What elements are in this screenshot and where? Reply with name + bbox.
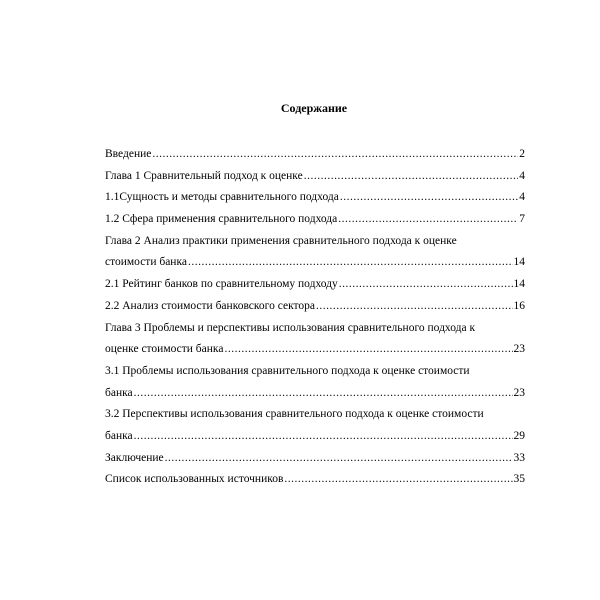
toc-entry-introduction <box>105 144 525 166</box>
toc-entry-page: 33 <box>513 451 525 464</box>
toc-entry-label: 2.1 Рейтинг банков по сравнительному подходу <box>105 278 338 291</box>
toc-entry-section-1-1 <box>105 187 525 209</box>
toc-entry-page: 29 <box>513 429 525 442</box>
toc-leader-dots <box>224 339 512 361</box>
toc-entry-label: 2.2 Анализ стоимости банковского сектора <box>105 299 315 312</box>
toc-entry-page: 23 <box>513 343 525 356</box>
toc-entry-page: 7 <box>519 213 525 226</box>
toc-leader-dots <box>338 209 518 231</box>
toc-entry-label: Введение <box>105 148 152 160</box>
toc-entry-page: 16 <box>513 299 525 312</box>
toc-entry-section-3-1-first-line: 3.1 Проблемы использования сравнительного подхода к оценке стоимости <box>105 364 470 377</box>
toc-entry-page: 14 <box>513 278 525 291</box>
toc-entry-section-3-2 <box>105 426 525 448</box>
toc-entry-section-1-2 <box>105 209 525 231</box>
toc-entry-label: оценке стоимости банка <box>105 343 224 356</box>
toc-entry-section-3-2-first-line: 3.2 Перспективы использования сравнительного подхода к оценке стоимости <box>105 408 484 421</box>
toc-entry-chapter-2 <box>105 252 525 274</box>
toc-leader-dots <box>304 166 519 188</box>
toc-entry-section-2-1 <box>105 274 525 296</box>
toc-leader-dots <box>134 426 513 448</box>
toc-entry-page: 23 <box>513 386 525 399</box>
toc-entry-label: 1.1Сущность и методы сравнительного подхода <box>105 191 339 204</box>
toc-entry-label: Заключение <box>105 451 164 464</box>
toc-entry-conclusion <box>105 448 525 470</box>
toc-entry-references <box>105 469 525 491</box>
toc-entry-page: 2 <box>519 148 525 160</box>
toc-entry-chapter-3-first-line: Глава 3 Проблемы и перспективы использования сравнительного подхода к <box>105 321 476 334</box>
toc-entry-label: стоимости банка <box>105 256 187 269</box>
toc-leader-dots <box>165 448 513 470</box>
toc-leader-dots <box>316 296 513 318</box>
toc-entry-label: банка <box>105 386 133 399</box>
toc-entry-page: 4 <box>519 191 525 204</box>
toc-leader-dots <box>339 274 513 296</box>
toc-entry-chapter-1 <box>105 166 525 188</box>
toc-leader-dots <box>340 187 518 209</box>
toc-entry-chapter-2-first-line: Глава 2 Анализ практики применения сравнительного подхода к оценке <box>105 234 457 247</box>
page-title: Содержание <box>280 101 348 115</box>
toc-entry-label: банка <box>105 429 133 442</box>
toc-leader-dots <box>134 383 513 405</box>
toc-entry-section-3-1 <box>105 383 525 405</box>
toc-leader-dots <box>188 252 513 274</box>
toc-entry-label: 1.2 Сфера применения сравнительного подхода <box>105 213 338 226</box>
toc-entry-label: Список использованных источников <box>105 473 284 486</box>
toc-entry-section-2-2 <box>105 296 525 318</box>
toc-entry-chapter-3 <box>105 339 525 361</box>
toc-leader-dots <box>284 469 512 491</box>
toc-entry-page: 4 <box>519 169 525 182</box>
toc-entry-page: 14 <box>513 256 525 269</box>
toc-entry-label: Глава 1 Сравнительный подход к оценке <box>105 169 303 182</box>
toc-leader-dots <box>152 144 518 166</box>
table-of-contents <box>105 144 525 491</box>
toc-entry-page: 35 <box>513 473 525 486</box>
